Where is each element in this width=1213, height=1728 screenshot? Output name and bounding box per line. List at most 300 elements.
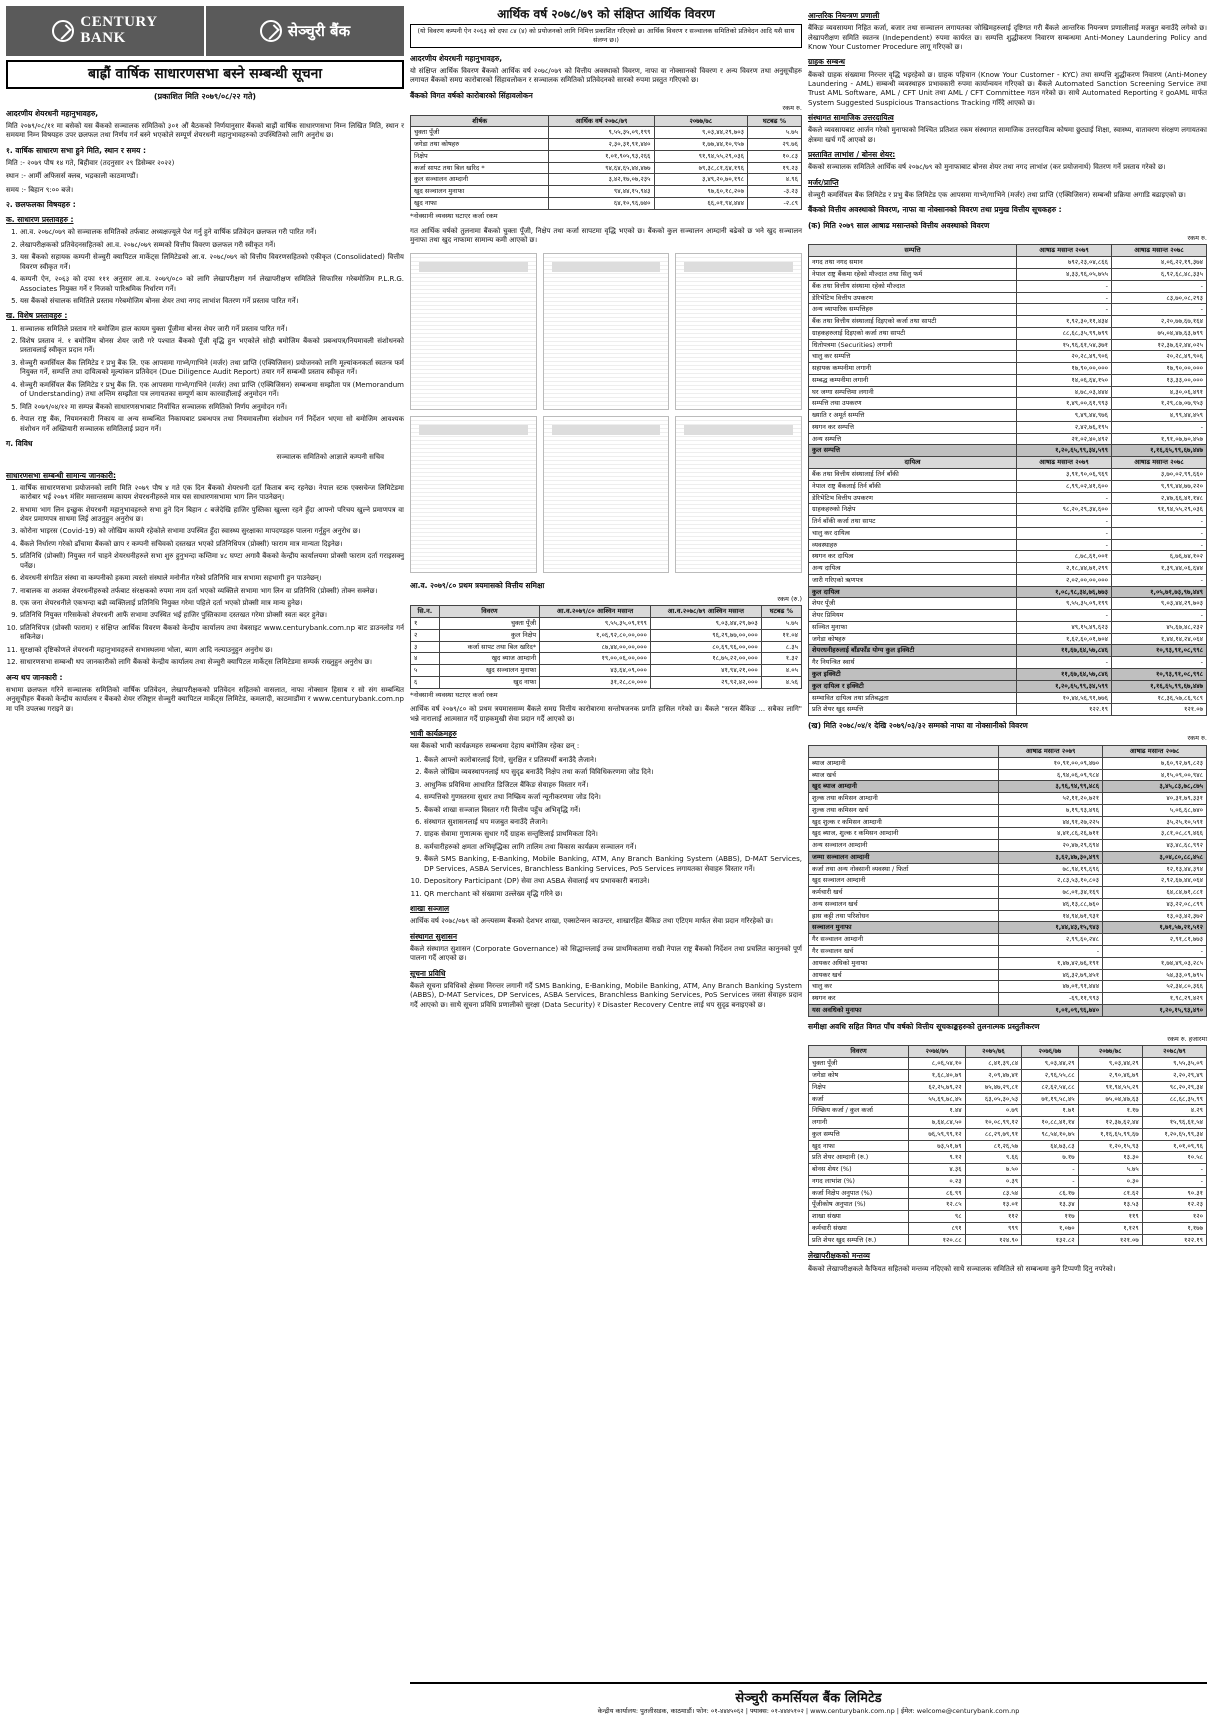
table-row: [411, 186, 802, 198]
published-date: (प्रकाशित मिति २०७९/०८/२२ गते): [153, 91, 257, 101]
scanned-page-image: [410, 416, 537, 573]
table-row: [809, 445, 1207, 457]
merger-text: सेञ्चुरी कमर्सियल बैंक लिमिटेड र प्रभु बैंक लिमिटेड एक आपसमा गाभ्ने/गाभिने (मर्जर) तथा प्राप्ति (एक्विजिसन) सम्बन्धी प्रक्रिया अगाडि बढाइएको छ।: [808, 191, 1186, 199]
customer-relations-text: बैंकको ग्राहक संख्यामा निरन्तर वृद्धि भइरहेको छ। ग्राहक पहिचान (Know Your Customer - KYC) तथा सम्पत्ति शुद्धीकरण निवारण (Anti-Money Laundering - AML) सम्बन्धी व्यवस्थाहरु प्रभावकारी रुपमा कार्यान्वयन गरिएको छ। बैंकले Automated Sanction Screening Service तथा Trust AML Software, AML / CFT Unit तथा AML / CFT Committee गठन गरेको छ। साथै Automated Reporting र goAML मार्फत System Suggested Suspicious Transactions Tracking गरिँदै आएको छ।: [808, 70, 1207, 107]
list-item: 2. लेखापरीक्षकको प्रतिवेदनसहितको आ.व. २०७८/०७९ सम्मको वित्तीय विवरण छलफल गरी स्वीकृत गर्ने।: [20, 241, 404, 250]
table-cell: कर्मचारी संख्या: [809, 1222, 909, 1234]
table-cell: ४.९६: [748, 174, 802, 186]
table-cell: १७,९०,००,०००: [1017, 363, 1112, 375]
list-item: 1. सञ्चालक समितिले प्रस्ताव गरे बमोजिम हाल कायम चुक्ता पूँजीमा बोनस शेयर जारी गर्ने प्रस्ताव पारित गर्ने।: [20, 325, 404, 334]
list-item: 10. Depository Participant (DP) सेवा तथा ASBA सेवालाई थप प्रभावकारी बनाउने।: [424, 877, 802, 886]
table-cell: २,२०,७७,६७,१६४: [1112, 316, 1207, 328]
table-cell: ४,०६,२२,१९,३७४: [1112, 257, 1207, 269]
table-cell: ४,९९,४४,४५९: [1112, 410, 1207, 422]
list-item: 3. कोरोना भाइरस (Covid-19) को जोखिम कायमै रहेकोले सभामा उपस्थित हुँदा स्वास्थ्य सुरक्षाका मापदण्डहरु पालना गर्नुहुन अनुरोध छ।: [20, 527, 404, 536]
table-cell: ७८,०१,३४,१६९: [999, 887, 1103, 899]
scanned-page-image: [410, 253, 537, 410]
table-cell: ९,०३,४४,२९: [1078, 1058, 1142, 1070]
table-cell: १०.८३: [748, 150, 802, 162]
table-cell: ८१.६२: [1078, 1187, 1142, 1199]
summary-text: गत आर्थिक वर्षको तुलनामा बैंकको चुक्ता पूँजी, निक्षेप तथा कर्जा सापटमा वृद्धि भएको छ। बैंकको कुल सञ्चालन आम्दानी बढेको छ भने खुद सञ्चालन मुनाफा तथा खुद नाफामा सामान्य कमी आएको छ।: [410, 226, 802, 244]
list-item: 1. आ.व. २०७८/०७९ को सञ्चालक समितिको तर्फबाट अध्यक्षज्यूले पेश गर्नु हुने वार्षिक प्रतिवेदन छलफल गरी पारित गर्ने।: [20, 228, 404, 237]
table-cell: ५२,३४,८०,३६६: [1103, 981, 1207, 993]
table-cell: १३.३४: [1022, 1199, 1079, 1211]
table-row: [809, 469, 1207, 481]
table-cell: चालु कर दायित्व: [809, 527, 1017, 539]
table-cell: १,६२,६०,०१,७०४: [1017, 633, 1112, 645]
brand-banner: [6, 6, 404, 56]
table-cell: खुद नाफा: [411, 197, 549, 209]
table-cell: कर्जा तथा अन्य नोक्सानी व्यवस्था / फिर्ता: [809, 863, 999, 875]
general-proposals-list: [6, 228, 404, 306]
table-cell: १९.२३: [748, 162, 802, 174]
table-cell: आयकर खर्च: [809, 969, 999, 981]
column-left: [6, 6, 404, 718]
table-header: २०७५/७६: [965, 1046, 1022, 1058]
table-row: [809, 680, 1207, 692]
table-cell: १,०६,९२,८०,००,०००: [540, 629, 651, 641]
table-cell: शुल्क तथा कमिसन आम्दानी: [809, 793, 999, 805]
table-cell: निष्क्रिय कर्जा / कुल कर्जा: [809, 1105, 909, 1117]
table-cell: बैंक तथा वित्तीय संस्थालाई तिर्न बाँकी: [809, 469, 1017, 481]
table-row: [809, 1070, 1207, 1082]
table-cell: ग्राहकहरुको निक्षेप: [809, 504, 1017, 516]
table-cell: १२,३७,६२,४४: [1078, 1117, 1142, 1129]
table-cell: खुद शुल्क र कमिसन आम्दानी: [809, 816, 999, 828]
table-row: [809, 875, 1207, 887]
table-cell: २९.७६: [748, 139, 802, 151]
table-cell: ९,४९,४४,९७६: [1017, 410, 1112, 422]
table-row: [809, 669, 1207, 681]
table-row: [809, 1093, 1207, 1105]
table-cell: ५.७५: [1078, 1164, 1142, 1176]
csr-text: बैंकले व्यवसायबाट आर्जन गरेको मुनाफाको निश्चित प्रतिशत रकम संस्थागत सामाजिक उत्तरदायित्व कोषमा छुट्याई शिक्षा, स्वास्थ्य, वातावरण संरक्षण लगायतका क्षेत्रमा खर्च गर्दै आएको छ।: [808, 126, 1207, 144]
indicators-body: [809, 1058, 1207, 1246]
table-cell: ३,७०,०२,९९,६६०: [1112, 469, 1207, 481]
table-row: [809, 863, 1207, 875]
table-row: [411, 197, 802, 209]
bank-logo-icon: [260, 20, 282, 42]
table-cell: गैर सञ्चालन आम्दानी: [809, 934, 999, 946]
table-cell: १२१.०७: [1078, 1234, 1142, 1246]
table-cell: ९,५५,३५,०९,१९९: [540, 618, 651, 630]
table-cell: कर्जा: [809, 1093, 909, 1105]
company-secretary-signature: सञ्चालक समितिको आज्ञाले कम्पनी सचिव: [276, 453, 384, 462]
table-cell: सहायक कम्पनीमा लगानी: [809, 363, 1017, 375]
table-cell: सञ्चालन मुनाफा: [809, 922, 999, 934]
table-cell: प्रति शेयर खुद सम्पत्ति (रु.): [809, 1234, 909, 1246]
table-cell: ९८,५४,१०,७५: [1022, 1128, 1079, 1140]
table-cell: ९१,९४,५५,२९: [1078, 1081, 1142, 1093]
table-cell: १२,३७,६२,४४,०२५: [1112, 339, 1207, 351]
table-cell: कुल निक्षेप: [439, 629, 539, 641]
table-cell: ८७,४४,००,००,०००: [540, 641, 651, 653]
table-row: [809, 1211, 1207, 1223]
list-item: 11. QR merchant को संख्यामा उल्लेख्य वृद्धि गरिने छ।: [424, 890, 802, 899]
salutation: आदरणीय शेयरधनी महानुभावहरु,: [6, 108, 99, 118]
list-item: 5. प्रतिनिधि (प्रोक्सी) नियुक्त गर्न चाहने शेयरधनीहरुले सभा शुरु हुनुभन्दा कम्तिमा ४८ घण्टा अगावै बैंकको केन्द्रीय कार्यालयमा प्रोक्सी फाराम दर्ता गराइसक्नु पर्नेछ।: [20, 552, 404, 571]
table-cell: कुल इक्विटी: [809, 669, 1017, 681]
financial-summary-title: आर्थिक वर्ष २०७८/७९ को संक्षिप्त आर्थिक विवरण: [497, 7, 715, 21]
table-cell: १,२०,१५,९३,४९०: [1103, 1004, 1207, 1016]
quarter-table-heading: आ.व. २०७९/८० प्रथम त्रयमासको वित्तीय समिक्षा: [410, 581, 545, 591]
table-row: [809, 1117, 1207, 1129]
auditor-heading: लेखापरीक्षकको मन्तव्य: [808, 1251, 870, 1261]
table-header: विवरण: [439, 606, 539, 618]
table-cell: १,९२,३०,११,४३४: [1017, 316, 1112, 328]
table-cell: ०.३९: [965, 1175, 1022, 1187]
table-cell: १,७१,५७,२१,५१२: [1103, 922, 1207, 934]
table-cell: ९,०३,४४,२९,७०३: [1112, 598, 1207, 610]
table-row: [809, 327, 1207, 339]
table-cell: ३,४२,१७,०७,२३५: [549, 174, 654, 186]
table-row: [809, 1199, 1207, 1211]
table-header: आषाढ मसान्त २०७९: [1017, 245, 1112, 257]
table-row: [809, 480, 1207, 492]
table-cell: १,१७७: [1142, 1222, 1206, 1234]
table-cell: ७५,०४,४७,६३: [1078, 1093, 1142, 1105]
table-cell: ११९: [1078, 1211, 1142, 1223]
table-cell: १०.५८: [1142, 1152, 1206, 1164]
list-item: 5. बैंकको शाखा सञ्जाल विस्तार गरी वित्तीय पहुँच अभिवृद्धि गर्ने।: [424, 806, 802, 815]
table-cell: ९,५५,३५,०९,१९९: [549, 127, 654, 139]
table-cell: -: [1017, 492, 1112, 504]
list-item: 6. नेपाल राष्ट्र बैंक, नियमनकारी निकाय वा अन्य सम्बन्धित निकायबाट प्रबन्धपत्र तथा नियमावलीमा संशोधन गर्न निर्देशन भएमा सो बमोजिम आवश्यक संशोधन गर्ने अख्तियारी सञ्चालक समितिलाई प्रदान गर्ने।: [20, 415, 404, 434]
table-cell: लगानी: [809, 1117, 909, 1129]
table-cell: ७६,५९,९९,१२: [909, 1128, 966, 1140]
brand-name-line2: BANK: [80, 30, 126, 46]
misc-heading: ग. विविध: [6, 438, 33, 448]
table-cell: ६,७६,७४,१०२: [1112, 551, 1207, 563]
table-row: [809, 1128, 1207, 1140]
general-info-list: [6, 484, 404, 668]
table-cell: २०,२८,४९,९०६: [1112, 351, 1207, 363]
table-cell: -: [1017, 292, 1112, 304]
table-cell: २,९०,४६,७९: [1078, 1070, 1142, 1082]
table-cell: स्थगन कर: [809, 993, 999, 1005]
table-row: [411, 139, 802, 151]
table-cell: ९०.३१: [1142, 1187, 1206, 1199]
table-cell: कर्जा सापट तथा बिल खरिद*: [439, 641, 539, 653]
balance-sheet-heading: (क) मिति २०७९ साल आषाढ मसान्तको वित्तीय अवस्थाको विवरण: [808, 220, 990, 230]
table-row: [809, 516, 1207, 528]
table-cell: ९,५५,३५,०९: [1142, 1058, 1206, 1070]
table-cell: १,०१,०९,९६: [1142, 1140, 1206, 1152]
table-cell: अन्य व्यापारिक सम्पत्तिहरु: [809, 304, 1017, 316]
table-cell: नेपाल राष्ट्र बैंकमा रहेको मौज्दात तथा सिलु फर्म: [809, 268, 1017, 280]
list-item: 4. सम्पत्तिको गुणस्तरमा सुधार तथा निष्क्रिय कर्जा न्यूनीकरणमा जोड दिने।: [424, 793, 802, 802]
table-cell: ब्याज आम्दानी: [809, 757, 999, 769]
table-cell: ७९२,२३,०४,८६६: [1017, 257, 1112, 269]
profit-loss-heading: (ख) मिति २०७८/०४/१ देखि २०७९/०३/३२ सम्मको नाफा वा नोक्सानीको विवरण: [808, 721, 1028, 731]
table-row: [809, 934, 1207, 946]
table-row: [809, 981, 1207, 993]
list-item: 3. सेञ्चुरी कमर्सियल बैंक लिमिटेड र प्रभु बैंक लि. एक आपसमा गाभ्ने/गाभिने (मर्जर) तथा प्राप्ति (एक्विजिसन) प्रयोजनको लागि मूल्यांकनकर्ता स्वतन्त्र फर्म नियुक्त गर्ने, सम्पत्ति तथा दायित्वको मूल्यांकन प्रतिवेदन (Due Diligence Audit Report) तयार गर्ने सम्बन्धी प्रस्ताव स्वीकृत गर्ने।: [20, 359, 404, 378]
table-row: [809, 781, 1207, 793]
table-cell: निक्षेप: [411, 150, 549, 162]
table-cell: -: [1142, 1164, 1206, 1176]
table-cell: ५४,३३,०९,७९५: [1103, 969, 1207, 981]
list-item: 3. यस बैंकको सहायक कम्पनी सेञ्चुरी क्यापिटल मार्केट्स लिमिटेडको आ.व. २०७८/०७९ को वित्तीय विवरणसहितको एकीकृत (Consolidated) वित्तीय विवरण स्वीकृत गर्ने।: [20, 253, 404, 272]
list-item: 3. आधुनिक प्रविधिमा आधारित डिजिटल बैंकिङ सेवाहरु विस्तार गर्ने।: [424, 781, 802, 790]
table-cell: -: [1112, 280, 1207, 292]
governance-heading: संस्थागत सुशासन: [410, 931, 458, 941]
table-cell: ४७,०१,९१,४४४: [999, 981, 1103, 993]
table-cell: ३,४५,८३,७८,८७५: [1103, 781, 1207, 793]
summary-intro: यो संक्षिप्त आर्थिक विवरण बैंकको आर्थिक वर्ष २०७८/०७९ को वित्तीय अवस्थाको विवरण, नाफा वा नोक्सानको विवरण र अन्य विवरण तथा अनुसूचीहरु लगायत बैंकको समग्र कारोबारको सिंहावलोकन र सञ्चालक समितिको प्रतिवेदनको सारको रुपमा प्रस्तुत गरिएको छ।: [410, 66, 802, 85]
table-cell: खुद ब्याज, शुल्क र कमिसन आम्दानी: [809, 828, 999, 840]
table-row: [809, 363, 1207, 375]
table-cell: निक्षेप: [809, 1081, 909, 1093]
table-cell: १,९१,०७,७०,४५७: [1112, 433, 1207, 445]
table-cell: २,४७,६६,४१,१४८: [1112, 492, 1207, 504]
table-cell: १.७१: [1022, 1105, 1079, 1117]
column-right: [808, 6, 1207, 1278]
other-info-heading: अन्य थप जानकारी :: [6, 672, 63, 682]
column-middle: [410, 6, 802, 1014]
table-cell: १३,०३,४२,३७२: [1103, 910, 1207, 922]
table-cell: १३,३३,००,०००: [1112, 374, 1207, 386]
future-plans-list: [410, 756, 802, 899]
table-cell: व्यवस्थाहरु: [809, 539, 1017, 551]
table-row: [809, 633, 1207, 645]
table-cell: प्रति शेयर आम्दानी (रु.): [809, 1152, 909, 1164]
table-cell: १,४४,४३,१५,९४३: [999, 922, 1103, 934]
table-cell: ०.३०: [1078, 1175, 1142, 1187]
table-cell: -: [1112, 527, 1207, 539]
table-cell: १,३९,४४,०६,६४४: [1112, 563, 1207, 575]
table-cell: ९,०३,४४,२९,७०३: [650, 618, 761, 630]
table-cell: -: [1017, 610, 1112, 622]
table-header: आ.व.२०७९/८० आश्विन मसान्त: [540, 606, 651, 618]
table-cell: ८,०६,५४,१०: [909, 1058, 966, 1070]
table-cell: १,२९,८७,०७,९५३: [1112, 398, 1207, 410]
technology-text: बैंकले सूचना प्रविधिको क्षेत्रमा निरन्तर लगानी गर्दै SMS Banking, E-Banking, Mobile Banking, ATM, Any Branch Banking System (ABBS), D-MAT Services, DP Services, ASBA Services, Branchless Banking Services, PoS Services जस्ता सेवाहरु प्रदान गर्दै आएको छ। साथै सूचना प्रविधि प्रणालीको सुरक्षा (Data Security) र Disaster Recovery Centre लाई थप सुदृढ बनाइएको छ।: [410, 981, 802, 1009]
footer-address: केन्द्रीय कार्यालय: पुतलीसडक, काठमाडौं। फोन: ०१-४४४५०६२ | फ्याक्स: ०१-४४४५१०२ | www.centurybank.com.np | ईमेल: welcome@centurybank.com.np: [597, 1707, 1020, 1716]
table-cell: ५,०६,६८,७४०: [1103, 804, 1207, 816]
notice-title: बाह्रौं वार्षिक साधारणसभा बस्ने सम्बन्धी सूचना: [6, 60, 404, 89]
table-header: शीर्षक: [411, 115, 549, 127]
table-row: [809, 1152, 1207, 1164]
table-cell: ५२,११,२०,७२१: [999, 793, 1103, 805]
meeting-heading: १. वार्षिक साधारण सभा हुने मिति, स्थान र समय :: [6, 145, 147, 155]
table-row: [809, 610, 1207, 622]
table-row: [809, 433, 1207, 445]
table-cell: ६६,०१,९४,४४४: [654, 197, 748, 209]
table-cell: ९१,९४,५५,२९,०३६: [1112, 504, 1207, 516]
table-cell: ९८,२०,२९,३४: [1142, 1081, 1206, 1093]
table-cell: -: [1112, 574, 1207, 586]
scanned-page-image: [543, 416, 670, 573]
table-cell: ९१,९४,५५,२९,०३६: [654, 150, 748, 162]
table-header: आषाढ मसान्त २०७९: [1017, 457, 1112, 469]
table-cell: आयकर अघिको मुनाफा: [809, 957, 999, 969]
table-cell: ६२,२५,७९,२२: [909, 1081, 966, 1093]
table-cell: ४,४१,८६,२६,७११: [999, 828, 1103, 840]
table-row: [809, 1058, 1207, 1070]
brand-nepali: [204, 6, 404, 56]
table-cell: ३,४९,२०,७०,१९८: [654, 174, 748, 186]
table-cell: कुल दायित्व र इक्विटी: [809, 680, 1017, 692]
table-cell: -६९,११,९९३: [999, 993, 1103, 1005]
brand-english: [6, 6, 204, 56]
table-cell: ३,८१,०८,८९,४६६: [1103, 828, 1207, 840]
table-row: [809, 1081, 1207, 1093]
indicators-heading: समीक्षा अवधि सहित विगत पाँच वर्षको वित्तीय सूचकाङ्कहरुको तुलनात्मक प्रस्तुतीकरण: [808, 1021, 1040, 1031]
table-cell: १५,९६,६१,५४,३७१: [1017, 339, 1112, 351]
table-cell: -: [1112, 304, 1207, 316]
table-row: [809, 292, 1207, 304]
table-header: आ.व.२०७८/७९ आश्विन मसान्त: [650, 606, 761, 618]
table-cell: १,७४,४९,०३,२८५: [1103, 957, 1207, 969]
table-cell: -: [1017, 304, 1112, 316]
special-proposals-list: [6, 325, 404, 434]
list-item: 2. बैंकले जोखिम व्यवस्थापनलाई थप सुदृढ बनाउँदै निक्षेप तथा कर्जा विविधिकरणमा जोड दिने।: [424, 768, 802, 777]
table-cell: ४,३३,९६,०५,७५५: [1017, 268, 1112, 280]
table-cell: कर्जा निक्षेप अनुपात (%): [809, 1187, 909, 1199]
table-cell: १३२.८२: [1022, 1234, 1079, 1246]
table-cell: १२२.१९: [1142, 1234, 1206, 1246]
table-cell: ९.१२: [909, 1152, 966, 1164]
table-cell: ०.२३: [909, 1175, 966, 1187]
table-cell: शाखा संख्या: [809, 1211, 909, 1223]
table-cell: ३,९१,९०,०६,९६९: [1017, 469, 1112, 481]
other-info-text: सभामा छलफल गरिने सञ्चालक समितिको वार्षिक प्रतिवेदन, लेखापरीक्षकको प्रतिवेदन सहितको वासलात, नाफा नोक्सान हिसाब र सो संग सम्बन्धित अनुसूचीहरु बैंकको केन्द्रीय कार्यालय र बैंकको शेयर रजिष्ट्रार सेञ्चुरी क्यापिटल मार्केट्स लिमिटेड, कमलादी, काठमाडौंमा र www.centurybank.com.np मा पनि उपलब्ध गराइने छ।: [6, 685, 404, 713]
table-cell: १,०१,९०५,९३,२६६: [549, 150, 654, 162]
table-row: [809, 769, 1207, 781]
table-row: [809, 851, 1207, 863]
table-cell: ८२,६२,५४,८८: [1022, 1081, 1079, 1093]
table-cell: ८८,२९,७९,९१: [965, 1128, 1022, 1140]
table-cell: -२.८९: [748, 197, 802, 209]
table-header: २०७४/७५: [909, 1046, 966, 1058]
table-cell: ५: [411, 665, 440, 677]
table-cell: १.४४: [909, 1105, 966, 1117]
table-cell: ९४,६४,६५,४४,४७७: [549, 162, 654, 174]
table-cell: १,१६,६५,९९,६७,४४७: [1112, 445, 1207, 457]
technology-heading: सूचना प्रविधि: [410, 968, 446, 978]
table-row: [809, 410, 1207, 422]
table-cell: १.१७: [1078, 1105, 1142, 1117]
table-cell: -: [1112, 421, 1207, 433]
table-cell: ४.३६: [909, 1164, 966, 1176]
table-cell: १३.५३: [1078, 1199, 1142, 1211]
overview-table-body: [411, 127, 802, 209]
table-cell: १०,८८,४१,१४: [1022, 1117, 1079, 1129]
table-row: [809, 1004, 1207, 1016]
table-cell: ११७: [1022, 1211, 1079, 1223]
table-cell: ७५,४७,२९,८१: [965, 1081, 1022, 1093]
table-cell: ७१,१९,५८,४५: [1022, 1093, 1079, 1105]
table-cell: २९,९२,४२,०००: [650, 676, 761, 688]
table-cell: -: [1017, 539, 1112, 551]
table-row: [411, 162, 802, 174]
table-row: [809, 374, 1207, 386]
table-cell: १५,९६,६१,५४: [1142, 1117, 1206, 1129]
list-item: 9. प्रतिनिधि नियुक्त गरिसकेको शेयरधनी आफैं सभामा उपस्थित भई हाजिर पुस्तिकामा दस्तखत गरेमा प्रोक्सी स्वतः बदर हुनेछ।: [20, 611, 404, 620]
table-cell: बोनस शेयर (%): [809, 1164, 909, 1176]
table-unit: रकम रु. हजारमा: [1167, 1034, 1207, 1043]
table-row: [809, 692, 1207, 704]
profit-loss-body: [809, 757, 1207, 1016]
table-cell: ११.०४: [761, 629, 801, 641]
csr-heading: संस्थागत सामाजिक उत्तरदायित्व: [808, 113, 894, 123]
table-cell: १८,३६,५७,८६,९८९: [1112, 692, 1207, 704]
table-cell: १३.०१: [965, 1199, 1022, 1211]
branch-network-heading: शाखा सञ्जाल: [410, 904, 450, 914]
table-cell: १३.३०: [1078, 1152, 1142, 1164]
table-cell: -: [1017, 280, 1112, 292]
table-cell: १०,९३,९१,०८,९९८: [1112, 669, 1207, 681]
table-cell: ४०,३१,७९,३३१: [1103, 793, 1207, 805]
table-cell: ६४,८४,७१,८८१: [1103, 887, 1207, 899]
table-cell: कुल सञ्चालन आम्दानी: [411, 174, 549, 186]
table-row: [809, 1140, 1207, 1152]
table-cell: १७,९०,००,०००: [1112, 363, 1207, 375]
table-cell: चुक्ता पूँजी: [439, 618, 539, 630]
indicators-header-row: [809, 1046, 1207, 1058]
table-row: [809, 657, 1207, 669]
table-cell: तिर्न बाँकी कर्जा तथा सापट: [809, 516, 1017, 528]
table-cell: २,०९,४७,४१: [965, 1070, 1022, 1082]
table-cell: ३,९६,९४,९९,४८६: [999, 781, 1103, 793]
table-row: [809, 816, 1207, 828]
table-cell: ७,१९,९३,४९६: [999, 804, 1103, 816]
table-row: [809, 351, 1207, 363]
table-cell: २०,२८,४९,९०६: [1017, 351, 1112, 363]
list-item: 8. कर्मचारीहरुको क्षमता अभिवृद्धिका लागि तालिम तथा विकास कार्यक्रम सञ्चालन गर्ने।: [424, 843, 802, 852]
scanned-page-image: [675, 253, 802, 410]
table-cell: २,४२,७६,१९५: [1017, 421, 1112, 433]
table-unit: रकम रु.: [1187, 233, 1207, 242]
table-cell: १,४७,४२,७६,१९१: [999, 957, 1103, 969]
table-row: [809, 969, 1207, 981]
table-cell: १२२.१९: [1017, 704, 1112, 716]
table-cell: ७.१७: [1022, 1152, 1079, 1164]
customer-relations-heading: ग्राहक सम्बन्ध: [808, 57, 846, 67]
table-cell: ८.३५: [761, 641, 801, 653]
table-cell: सम्पत्ति तथा उपकरण: [809, 398, 1017, 410]
table-cell: कर्मचारी खर्च: [809, 887, 999, 899]
table-cell: २,९२,६७,४४,०६४: [1103, 875, 1207, 887]
list-item: 4. कम्पनी ऐन, २०६३ को दफा १११ अनुसार आ.व. २०७९/०८० को लागि लेखापरीक्षण गर्न लेखापरीक्षण समितिले सिफारिस गरेबमोजिम P.L.R.G. Associates नियुक्त गर्ने र निजको पारिश्रमिक निर्धारण गर्ने।: [20, 275, 404, 294]
table-cell: ३१,२८,८०,०००: [540, 676, 651, 688]
table-cell: ८९१: [909, 1222, 966, 1234]
table-cell: -: [1022, 1175, 1079, 1187]
list-item: 5. यस बैंकको संचालक समितिले प्रस्ताव गरेबमोजिम बोनस शेयर तथा नगद लाभांश वितरण गर्ने प्रस्ताव पारित गर्ने।: [20, 297, 404, 306]
table-cell: ७५,०४,४७,६३,७९९: [1112, 327, 1207, 339]
table-cell: चुक्ता पूँजी: [411, 127, 549, 139]
internal-control-text: बैंकिङ व्यवसायमा निहित कर्जा, बजार तथा सञ्चालन लगायतका जोखिमहरुलाई दृष्टिगत गरी बैंकले आन्तरिक नियन्त्रण प्रणालीलाई मजबुत बनाउँदै लगेको छ। लेखापरीक्षण समिति स्वतन्त्र (Independent) रुपमा कार्यरत छ। सम्पत्ति शुद्धीकरण निवारण सम्बन्धमा Anti-Money Laundering Policy and Know Your Customer Procedure लागू गरिएको छ।: [808, 24, 1207, 51]
table-cell: ६४,१०,९६,७४०: [549, 197, 654, 209]
meeting-place: स्थान :- आर्मी अफिसर्स क्लब, भद्रकाली काठमाण्डौं।: [6, 172, 139, 181]
table-row: [809, 757, 1207, 769]
table-cell: सम्बद्ध कम्पनीमा लगानी: [809, 374, 1017, 386]
liabilities-body: [809, 469, 1207, 716]
list-item: 10. प्रतिनिधिपत्र (प्रोक्सी फाराम) र संक्षिप्त आर्थिक विवरण बैंकको केन्द्रीय कार्यालय तथा वेबसाइट www.centurybank.com.np बाट डाउनलोड गर्न सकिनेछ।: [20, 624, 404, 643]
table-header: [809, 745, 999, 757]
general-info-heading: साधारणसभा सम्बन्धी सामान्य जानकारी:: [6, 470, 116, 480]
table-cell: कर्जा सापट तथा बिल खरिद *: [411, 162, 549, 174]
table-cell: धितोपत्रमा (Securities) लगानी: [809, 339, 1017, 351]
table-cell: २,१८,४४,७१,२९९: [1017, 563, 1112, 575]
table-cell: १,०१,०९,९६,७४०: [999, 1004, 1103, 1016]
table-cell: खुद सञ्चालन मुनाफा: [439, 665, 539, 677]
table-cell: -: [1112, 657, 1207, 669]
table-row: [411, 174, 802, 186]
table-cell: २: [411, 629, 440, 641]
dividend-text: बैंकको सञ्चालक समितिले आर्थिक वर्ष २०७८/७९ को मुनाफाबाट बोनस शेयर तथा नगद लाभांश (कर प्रयोजनार्थ) वितरण गर्ने प्रस्ताव गरेको छ।: [808, 163, 1166, 172]
